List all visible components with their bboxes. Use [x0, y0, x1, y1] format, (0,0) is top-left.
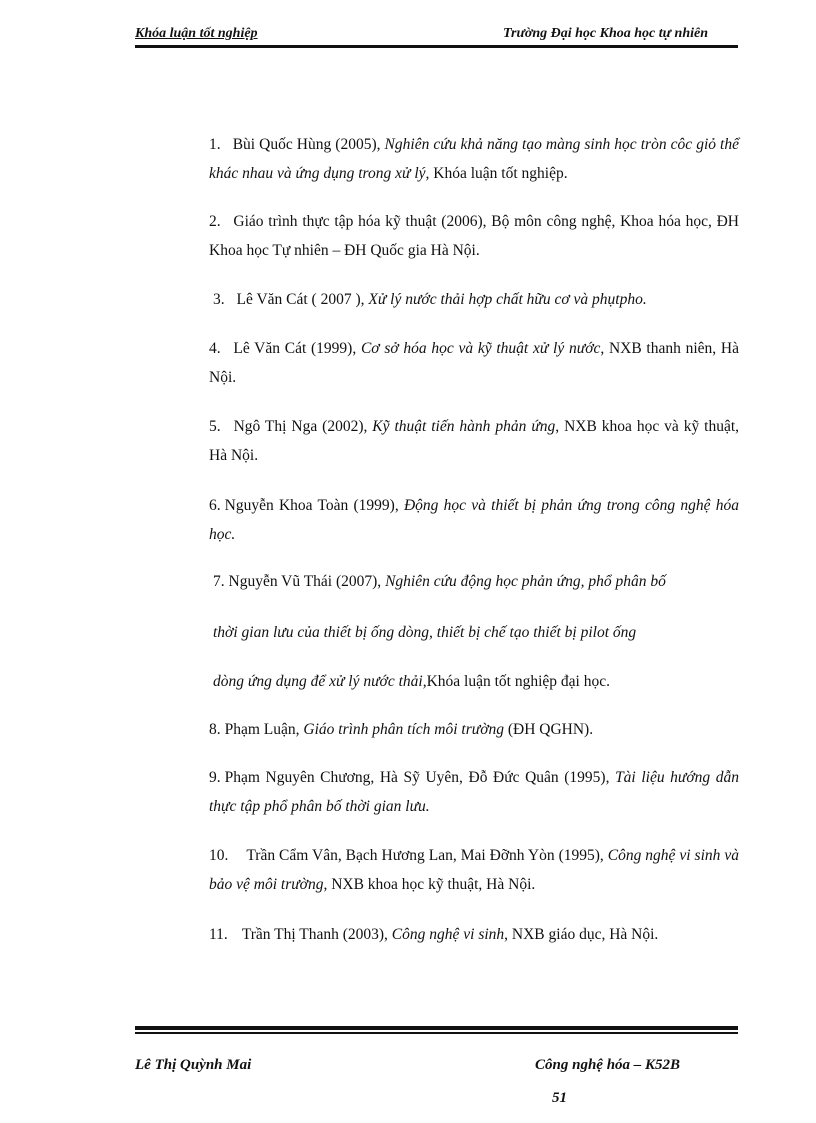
reference-7-line-1 [213, 567, 743, 596]
reference-number: 1. [209, 136, 221, 153]
reference-author: Bùi Quốc Hùng (2005), [232, 136, 385, 153]
reference-publisher: Khóa luận tốt nghiệp đại học. [426, 673, 610, 690]
reference-author: Nguyễn Khoa Toàn (1999), [224, 497, 404, 514]
reference-title-part-3: dòng ứng dụng để xử lý nước thải, [213, 673, 427, 690]
reference-author: Ngô Thị Nga (2002), [233, 418, 373, 435]
page-header [135, 26, 738, 46]
reference-item-8 [209, 715, 739, 744]
reference-title: Công nghệ vi sinh và bảo vệ môi trường [209, 847, 739, 893]
reference-title: Giáo trình phân tích môi trường [303, 721, 504, 738]
reference-number: 2. [209, 213, 221, 230]
reference-item-1 [209, 130, 739, 188]
reference-item-6 [209, 491, 739, 549]
reference-item-9 [209, 763, 739, 821]
reference-text: Giáo trình thực tập hóa kỹ thuật (2006), Bộ môn công nghệ, Khoa hóa học, ĐH Khoa học Tự nhiên – ĐH Quốc gia Hà Nội. [209, 213, 739, 259]
reference-item-10 [209, 841, 739, 899]
reference-item-5 [209, 412, 739, 470]
reference-number: 9. [209, 769, 221, 786]
reference-publisher: Khóa luận tốt nghiệp. [429, 165, 568, 182]
reference-item-4 [209, 334, 739, 392]
reference-title-part-2: thời gian lưu của thiết bị ống dòng, thiết bị chế tạo thiết bị pilot ống [213, 624, 637, 641]
reference-number: 8. [209, 721, 221, 738]
reference-number: 5. [209, 418, 221, 435]
reference-title: Động học và thiết bị phản ứng trong công nghệ hóa học. [209, 497, 739, 543]
reference-publisher: , NXB thanh niên, Hà Nội. [209, 340, 739, 386]
reference-item-2 [209, 207, 739, 265]
header-thesis-label: Khóa luận tốt nghiệp [135, 26, 258, 41]
reference-author: Phạm Nguyên Chương, Hà Sỹ Uyên, Đỗ Đức Quân (1995), [224, 769, 616, 786]
footer-rule [135, 1026, 738, 1030]
reference-author: Trần Thị Thanh (2003), [241, 926, 392, 943]
reference-publisher: , NXB giáo dục, Hà Nội. [504, 926, 659, 943]
reference-title: Kỹ thuật tiến hành phản ứng [372, 418, 556, 435]
reference-item-3 [213, 285, 743, 314]
reference-publisher: (ĐH QGHN). [503, 721, 594, 738]
page-number: 51 [552, 1090, 567, 1106]
reference-title: Tài liệu hướng dẫn thực tập phổ phân bố thời gian lưu. [209, 769, 739, 815]
reference-title: Cơ sở hóa học và kỹ thuật xử lý nước [360, 340, 601, 357]
footer-author: Lê Thị Quỳnh Mai [135, 1057, 252, 1073]
header-university-label: Trường Đại học Khoa học tự nhiên [502, 26, 708, 41]
reference-number: 3. [213, 291, 225, 308]
reference-number: 10. [209, 847, 229, 864]
reference-author: Phạm Luận, [224, 721, 304, 738]
header-rule [135, 45, 738, 48]
reference-author: Lê Văn Cát (1999), [233, 340, 361, 357]
reference-publisher: , NXB khoa học kỹ thuật, Hà Nội. [323, 876, 536, 893]
reference-title: Công nghệ vi sinh [391, 926, 505, 943]
reference-publisher: , NXB khoa học và kỹ thuật, Hà Nội. [209, 418, 740, 464]
reference-number: 11. [209, 926, 228, 943]
reference-author: Trần Cẩm Vân, Bạch Hương Lan, Mai Đỡnh Yòn (1995), [246, 847, 608, 864]
reference-title-part-1: Nghiên cứu động học phản ứng, phổ phân bố [385, 573, 666, 590]
reference-number: 4. [209, 340, 221, 357]
reference-title: Xử lý nước thải hợp chất hữu cơ và phụtpho. [368, 291, 647, 308]
reference-number: 6. [209, 497, 221, 514]
reference-item-11 [209, 920, 739, 949]
reference-author: Nguyễn Vũ Thái (2007), [228, 573, 386, 590]
reference-7-line-3 [213, 667, 743, 696]
reference-author: Lê Văn Cát ( 2007 ), [236, 291, 369, 308]
footer-rule-thin [135, 1032, 738, 1034]
reference-number: 7. [213, 573, 225, 590]
footer-class: Công nghệ hóa – K52B [535, 1057, 681, 1073]
reference-title: Nghiên cứu khả năng tạo màng sinh học tròn côc giỏ thể khác nhau và ứng dụng trong xử lý, [209, 136, 739, 182]
